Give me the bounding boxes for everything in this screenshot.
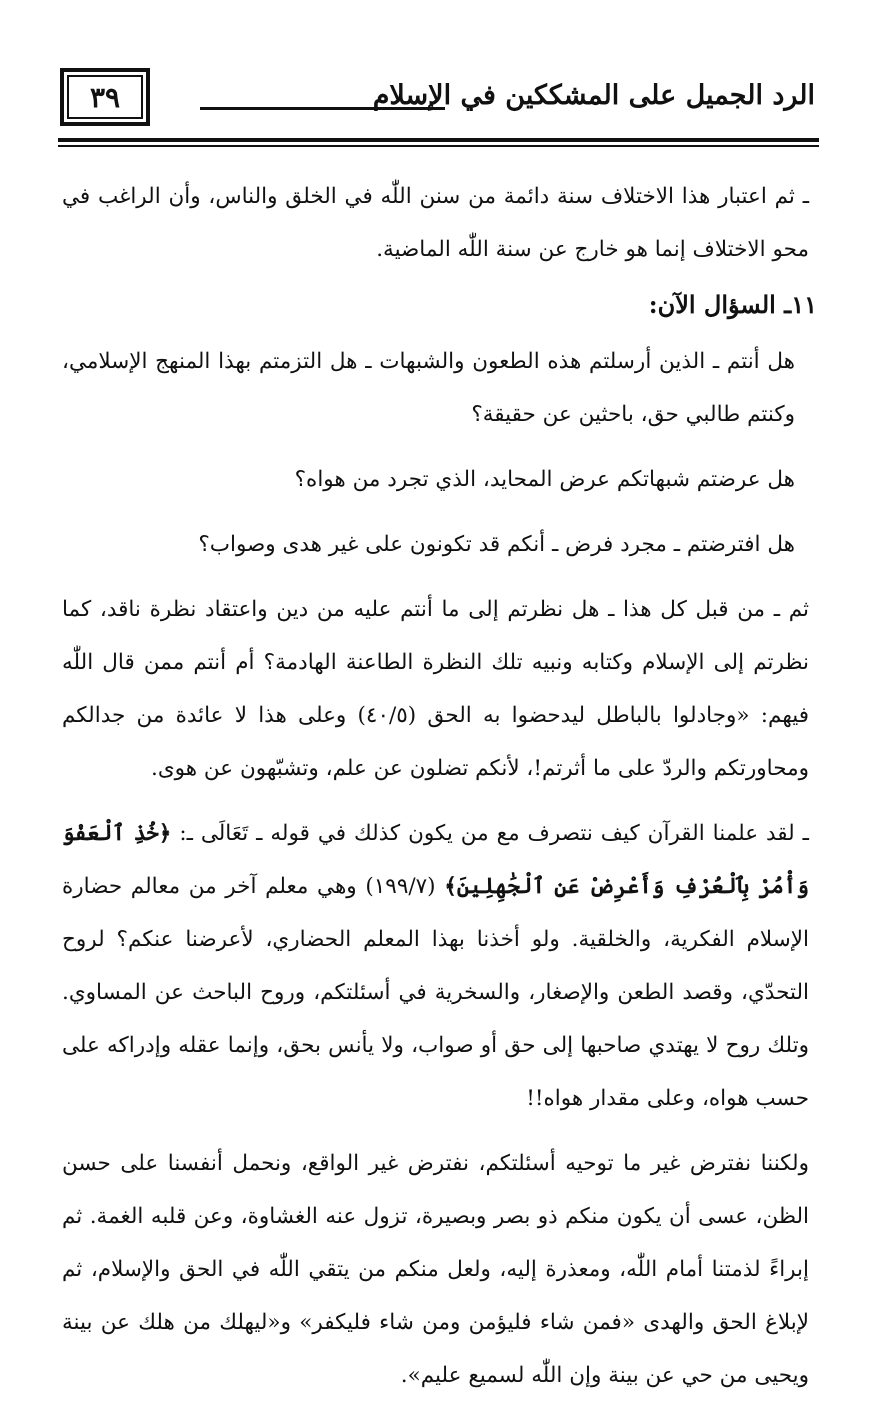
header-rule	[58, 138, 819, 142]
paragraph-5: ثم ـ من قبل كل هذا ـ هل نظرتم إلى ما أنتم عليه من دين واعتقاد نظرة ناقد، كما نظرتم إلى الإسلام وكتابه ونبيه تلك النظرة الطاعنة الهادمة؟ أم أنتم ممن قال اللّٰه فيهم: «وجادلوا بالباطل ليدحضوا به الحق (٤٠/٥) وعلى هذا لا عائدة من جدالكم ومحاورتكم والردّ على ما أثرتم!، لأنكم تضلون عن علم، وتشبّهون عن هوى.	[62, 597, 809, 781]
section-heading: ١١ـ السؤال الآن:	[648, 290, 817, 319]
page-number-box	[60, 68, 150, 126]
header-rule-thin	[58, 145, 819, 147]
paragraph-7: ولكننا نفترض غير ما توحيه أسئلتكم، نفترض غير الواقع، ونحمل أنفسنا على حسن الظن، عسى أن يكون منكم ذو بصر وبصيرة، تزول عنه الغشاوة، وعن قلبه الغمة. ثم إبراءً لذمتنا أمام اللّٰه، ومعذرة إليه، ولعل منكم من يتقي اللّٰه في الحق والإسلام، ثم لإبلاغ الحق والهدى «فمن شاء فليؤمن ومن شاء فليكفر» و«ليهلك من هلك عن بينة ويحيى من حي عن بينة وإن اللّٰه لسميع عليم».	[62, 1151, 809, 1388]
quran-verse: ﴿خُذِ ٱلْعَفْوَ وَأْمُرْ بِٱلْعُرْفِ وَأَعْرِضْ عَنِ ٱلْجَٰهِلِينَ﴾	[62, 821, 809, 899]
paragraph-6	[62, 807, 809, 1125]
page-body	[62, 170, 817, 1402]
page-number: ٣٩	[89, 80, 121, 114]
paragraph-6-intro: ـ لقد علمنا القرآن كيف نتصرف مع من يكون كذلك في قوله ـ تَعَالَى ـ:	[171, 821, 809, 846]
paragraph-4: هل افترضتم ـ مجرد فرض ـ أنكم قد تكونون على غير هدى وصواب؟	[198, 532, 795, 557]
paragraph-6-rest: (١٩٩/٧) وهي معلم آخر من معالم حضارة الإسلام الفكرية، والخلقية. ولو أخذنا بهذا المعلم الحضاري، لأعرضنا عنكم؟ لروح التحدّي، وقصد الطعن والإصغار، والسخرية في أسئلتكم، وروح الباحث عن المساوي. وتلك روح لا يهتدي صاحبها إلى حق أو صواب، ولا يأنس بحق، وإنما عقله وإدراكه على حسب هواه، وعلى مقدار هواه!!	[62, 874, 809, 1111]
paragraph-2: هل أنتم ـ الذين أرسلتم هذه الطعون والشبهات ـ هل التزمتم بهذا المنهج الإسلامي، وكنتم طالبي حق، باحثين عن حقيقة؟	[62, 349, 795, 427]
paragraph-3: هل عرضتم شبهاتكم عرض المحايد، الذي تجرد من هواه؟	[294, 467, 795, 492]
running-title: الرد الجميل على المشككين في الإسلام	[372, 80, 815, 111]
paragraph-1: ـ ثم اعتبار هذا الاختلاف سنة دائمة من سنن اللّٰه في الخلق والناس، وأن الراغب في محو الاختلاف إنما هو خارج عن سنة اللّٰه الماضية.	[62, 184, 809, 262]
